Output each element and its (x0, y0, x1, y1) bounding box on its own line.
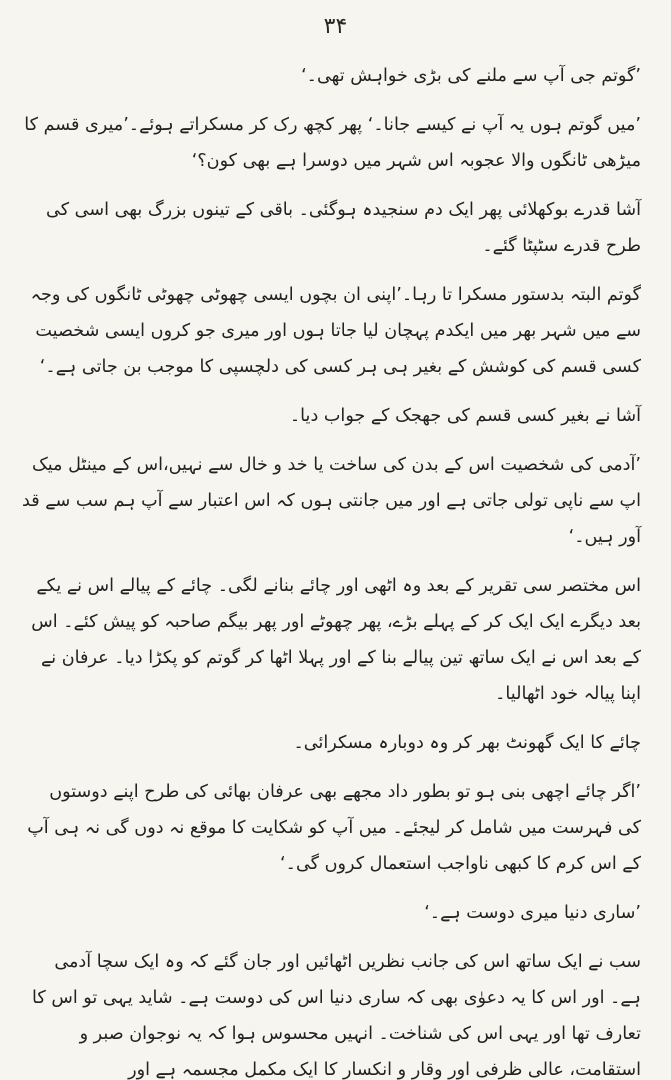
paragraph: ’آدمی کی شخصیت اس کے بدن کی ساخت یا خد و خال سے نہیں،اس کے مینٹل میک اپ سے ناپی تولی جاتی ہے اور میں جانتی ہوں کہ اس اعتبار سے آپ ہم سب سے قد آور ہیں۔‘ (22, 455, 641, 547)
paragraph: آشا نے بغیر کسی قسم کی جھجک کے جواب دیا۔ (289, 406, 641, 426)
paragraph: ’میں گوتم ہوں یہ آپ نے کیسے جانا۔‘ پھر کچھ رک کر مسکراتے ہوئے۔’میری قسم کا میڑھی ٹانگوں والا عجوبہ اس شہر میں دوسرا ہے بھی کون؟‘ (24, 115, 641, 171)
paragraph: ’اگر چائے اچھی بنی ہو تو بطور داد مجھے بھی عرفان بھائی کی طرح اپنے دوستوں کی فہرست میں شامل کر لیجئے۔ میں آپ کو شکایت کا موقع نہ دوں گی نہ ہی آپ کے اس کرم کا کبھی ناواجب استعمال کروں گی۔‘ (27, 782, 641, 874)
page-number: ۳۴ (323, 14, 348, 39)
paragraph: ’گوتم جی آپ سے ملنے کی بڑی خواہش تھی۔‘ (301, 66, 641, 86)
paragraph: ’ساری دنیا میری دوست ہے۔‘ (424, 903, 641, 923)
page-text (22, 58, 641, 1080)
paragraph: چائے کا ایک گھونٹ بھر کر وہ دوبارہ مسکرائی۔ (293, 733, 641, 753)
paragraph: آشا قدرے بوکھلائی پھر ایک دم سنجیدہ ہوگئی۔ باقی کے تینوں بزرگ بھی اسی کی طرح قدرے سٹپٹا گئے۔ (46, 200, 641, 256)
paragraph: اس مختصر سی تقریر کے بعد وہ اٹھی اور چائے بنانے لگی۔ چائے کے پیالے اس نے یکے بعد دیگرے ایک ایک کر کے پہلے بڑے، پھر چھوٹے اور پھر بیگم صاحبہ کو پیش کئے۔ اس کے بعد اس نے ایک ساتھ تین پیالے بنا کے اور پہلا اٹھا کر گوتم کو پکڑا دیا۔ عرفان نے اپنا پیالہ خود اٹھالیا۔ (31, 576, 641, 704)
paragraph: گوتم البتہ بدستور مسکرا تا رہا۔’اپنی ان بچوں ایسی چھوٹی چھوٹی ٹانگوں کی وجہ سے میں شہر بھر میں ایکدم پہچان لیا جاتا ہوں اور میری جو کروں ایسی شخصیت کسی قسم کی کوشش کے بغیر ہی ہر کسی کی دلچسپی کا موجب بن جاتی ہے۔‘ (30, 285, 641, 377)
paragraph: سب نے ایک ساتھ اس کی جانب نظریں اٹھائیں اور جان گئے کہ وہ ایک سچا آدمی ہے۔ اور اس کا یہ دعوٰی بھی کہ ساری دنیا اس کی دوست ہے۔ شاید یہی تو اس کا تعارف تھا اور یہی اس کی شناخت۔ انہیں محسوس ہوا کہ یہ نوجوان صبر و استقامت، عالی ظرفی اور وقار و انکسار کا ایک مکمل مجسمہ ہے اور (32, 952, 641, 1080)
